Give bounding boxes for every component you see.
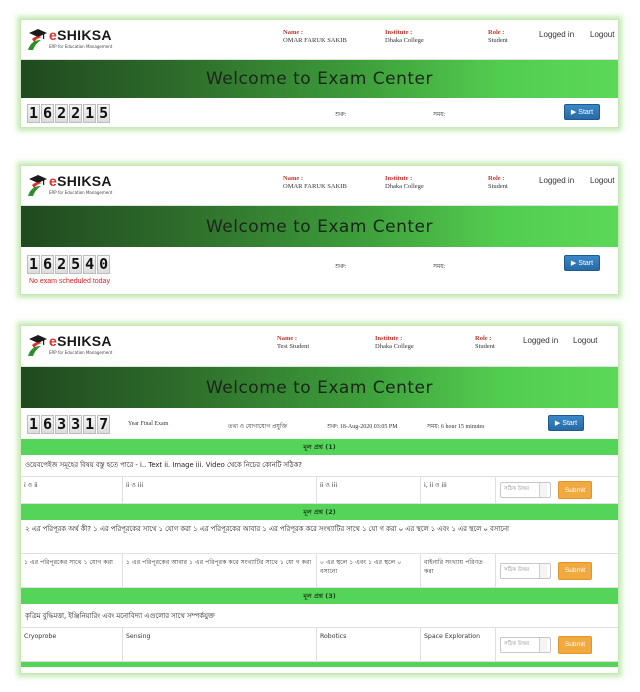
graduate-icon bbox=[27, 332, 47, 358]
institute-info: Institute : Dhaka College bbox=[385, 175, 424, 190]
question-heading: মূল প্রশ্ন (1) bbox=[21, 439, 618, 455]
start-time-label: শুরু: bbox=[335, 264, 347, 270]
brand-tagline: ERP for Education Management bbox=[49, 350, 113, 355]
graduate-icon bbox=[27, 26, 47, 52]
no-exam-message: No exam scheduled today bbox=[29, 278, 110, 285]
student-name: OMAR FARUK SAKIB bbox=[283, 37, 347, 44]
countdown-timer: 1 6 3 3 1 7 bbox=[29, 415, 109, 433]
logged-in-link[interactable]: Logged in bbox=[539, 176, 575, 185]
countdown-timer: 1 6 2 5 4 0 bbox=[29, 255, 109, 273]
question-text: কৃত্রিম বুদ্ধিমত্তা, ইঞ্জিনিয়ারিং এবং মনোবিদ্যা এগুলোর সাথে সম্পর্কযুক্ত bbox=[21, 604, 618, 628]
role-info: Role : Student bbox=[475, 335, 495, 350]
answer-select[interactable]: সঠিক উত্তর bbox=[500, 482, 551, 498]
play-icon: ▶ bbox=[554, 420, 561, 427]
answer-actions bbox=[496, 554, 618, 587]
play-icon: ▶ bbox=[570, 260, 577, 267]
question-text: ওয়েবপেইজ সমূহের বিষয় বস্তু হতে পারে - i.. Text ii. Image iii. Video থেকে নিচের কোনটি সঠিক? bbox=[21, 455, 618, 477]
exam-center-panel-1 bbox=[20, 19, 619, 128]
options-row bbox=[21, 628, 618, 662]
role-value: Student bbox=[475, 343, 495, 350]
option-1: ১ এর পরিপূরকের সাথে ১ যোগ করা bbox=[21, 554, 123, 587]
option-4: বাইনারি সংখ্যায় পরিণত করা bbox=[421, 554, 496, 587]
footer-bar bbox=[21, 662, 618, 667]
exam-name: Year Final Exam bbox=[128, 421, 169, 427]
duration-label: সময়: bbox=[433, 112, 446, 118]
option-4: Space Exploration bbox=[421, 628, 496, 661]
option-3: Robotics bbox=[317, 628, 421, 661]
start-time-label: শুরু: bbox=[335, 112, 347, 118]
role-info: Role : Student bbox=[488, 175, 508, 190]
institute-info: Institute : Dhaka College bbox=[375, 335, 414, 350]
top-header bbox=[21, 326, 618, 367]
brand-tagline: ERP for Education Management bbox=[49, 190, 113, 195]
eshiksa-logo bbox=[27, 332, 127, 360]
top-header bbox=[21, 166, 618, 206]
question-heading: মূল প্রশ্ন (2) bbox=[21, 504, 618, 520]
welcome-banner: Welcome to Exam Center bbox=[21, 367, 618, 408]
logout-link[interactable]: Logout bbox=[590, 30, 615, 39]
submit-button[interactable]: Submit bbox=[558, 636, 592, 654]
option-4: i, ii ও iii bbox=[421, 477, 496, 503]
logged-in-link[interactable]: Logged in bbox=[523, 336, 559, 345]
countdown-timer: 1 6 2 2 1 5 bbox=[29, 104, 109, 122]
logout-link[interactable]: Logout bbox=[590, 176, 615, 185]
brand-tagline: ERP for Education Management bbox=[49, 44, 113, 49]
eshiksa-logo bbox=[27, 26, 127, 54]
duration-label: সময়: bbox=[433, 264, 446, 270]
option-3: ০ এর স্থলে ১ এবং ১ এর স্থলে ০ বসানো bbox=[317, 554, 421, 587]
logged-in-link[interactable]: Logged in bbox=[539, 30, 575, 39]
option-3: ii ও iii bbox=[317, 477, 421, 503]
exam-control-bar bbox=[21, 98, 618, 128]
exam-center-panel-3 bbox=[20, 325, 619, 674]
role-value: Student bbox=[488, 183, 508, 190]
brand-name: eSHIKSA bbox=[49, 27, 112, 43]
student-name: OMAR FARUK SAKIB bbox=[283, 183, 347, 190]
role-info: Role : Student bbox=[488, 29, 508, 44]
graduate-icon bbox=[27, 172, 47, 198]
question-heading: মূল প্রশ্ন (3) bbox=[21, 588, 618, 604]
option-2: Sensing bbox=[123, 628, 317, 661]
welcome-banner: Welcome to Exam Center bbox=[21, 206, 618, 247]
exam-control-bar bbox=[21, 408, 618, 439]
dropdown-icon bbox=[539, 638, 547, 652]
student-name-info: Name : Test Student bbox=[277, 335, 310, 350]
start-button[interactable]: ▶ Start bbox=[564, 255, 600, 271]
exam-subject: তথ্য ও যোগাযোগ প্রযুক্তি bbox=[228, 424, 288, 430]
answer-select[interactable]: সঠিক উত্তর bbox=[500, 563, 551, 579]
dropdown-icon bbox=[539, 564, 547, 578]
institute-name: Dhaka College bbox=[385, 183, 424, 190]
start-button[interactable]: ▶ Start bbox=[548, 415, 584, 431]
dropdown-icon bbox=[539, 483, 547, 497]
exam-center-panel-2 bbox=[20, 165, 619, 295]
exam-control-bar bbox=[21, 247, 618, 277]
answer-select[interactable]: সঠিক উত্তর bbox=[500, 637, 551, 653]
welcome-banner: Welcome to Exam Center bbox=[21, 60, 618, 98]
option-2: ১ এর পরিপূরকের আবার ১ এর পরিপূরক করে সংখ্যাটির সাথে ১ যো গ করা bbox=[123, 554, 317, 587]
options-row bbox=[21, 477, 618, 504]
brand-name: eSHIKSA bbox=[49, 333, 112, 349]
brand-name: eSHIKSA bbox=[49, 173, 112, 189]
option-2: ii ও iii bbox=[123, 477, 317, 503]
answer-actions bbox=[496, 477, 618, 503]
start-button[interactable]: ▶ Start bbox=[564, 104, 600, 120]
exam-start-time: শুরু: 18-Aug-2020 03:05 PM bbox=[327, 424, 398, 430]
role-value: Student bbox=[488, 37, 508, 44]
institute-info: Institute : Dhaka College bbox=[385, 29, 424, 44]
submit-button[interactable]: Submit bbox=[558, 562, 592, 580]
institute-name: Dhaka College bbox=[385, 37, 424, 44]
exam-duration: সময়: 6 hour 15 minutes bbox=[427, 424, 485, 430]
logout-link[interactable]: Logout bbox=[573, 336, 598, 345]
answer-actions bbox=[496, 628, 618, 661]
play-icon: ▶ bbox=[570, 109, 577, 116]
options-row bbox=[21, 554, 618, 588]
option-1: Cryoprobe bbox=[21, 628, 123, 661]
eshiksa-logo bbox=[27, 172, 127, 200]
question-text: ২ এর পরিপূরক অর্থ কী? ১ এর পরিপূরকের সাথে ১ যোগ করা ১ এর পরিপূরকের আবার ১ এর পরিপূরক করে সংখ্যাটির সাথে ১ যো গ করা ০ এর স্থলে ১ এবং ১ এর স্থলে ০ বসানো bbox=[21, 520, 618, 554]
submit-button[interactable]: Submit bbox=[558, 481, 592, 499]
institute-name: Dhaka College bbox=[375, 343, 414, 350]
student-name-info: Name : OMAR FARUK SAKIB bbox=[283, 29, 347, 44]
student-name-info: Name : OMAR FARUK SAKIB bbox=[283, 175, 347, 190]
option-1: i ও ii bbox=[21, 477, 123, 503]
top-header bbox=[21, 20, 618, 60]
student-name: Test Student bbox=[277, 343, 310, 350]
